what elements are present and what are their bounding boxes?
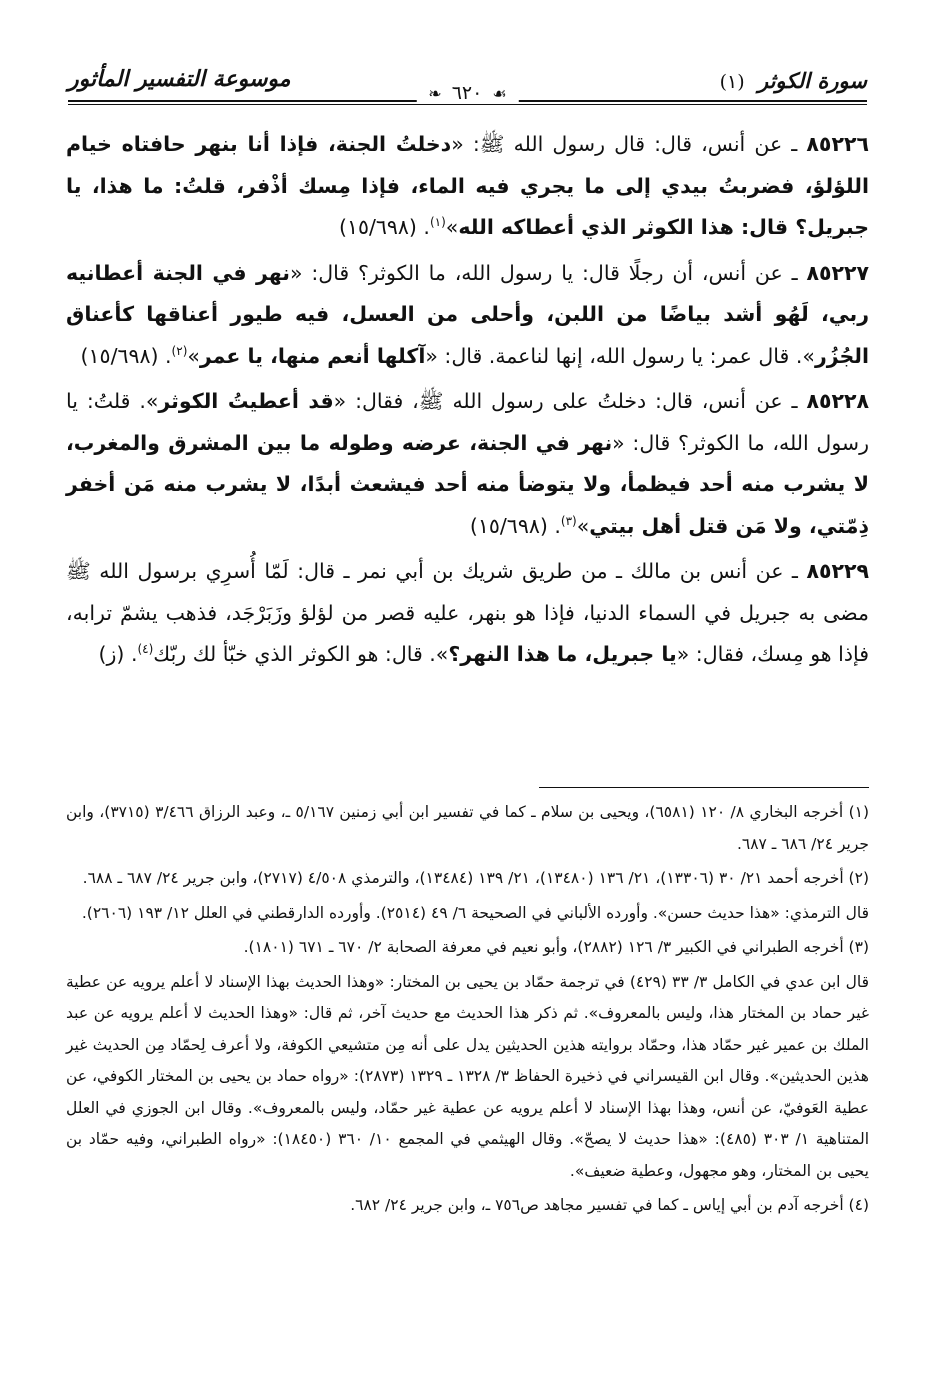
hadith-text: ـ عن أنس، قال: قال رسول الله ﷺ: « [451,132,798,156]
page-number: ٦٢٠ [451,82,483,104]
hadith-quote: يا جبريل، ما هذا النهر؟ [448,642,677,666]
header-rule-thin [68,104,867,105]
hadith-text: ـ عن أنس، قال: دخلتُ على رسول الله ﷺ، فقال: « [333,389,798,413]
page-header [68,62,867,106]
hadith-entry [66,253,869,378]
hadith-reference: . (ز) [98,642,138,666]
surah-number: (١) [719,71,745,93]
hadith-text: ـ عن أنس بن مالك ـ من طريق شريك بن أبي نمر ـ قال: لَمّا أُسرِي برسول الله ﷺ مضى به جبريل في السماء الدنيا، فإذا هو بنهر، عليه قصر من لؤلؤ وزَبَرْجَد، فذهب يشمّ ترابه، فإذا هو مِسك، فقال: « [66,559,869,666]
hadith-reference: . (١٥/٦٩٨) [80,343,172,368]
footnote-ref[interactable]: (٤) [137,642,154,657]
hadith-reference: . (١٥/٦٩٨) [469,513,561,538]
hadith-number: ٨٥٢٢٩ [806,559,869,583]
footnote-comment: قال الترمذي: «هذا حديث حسن». وأورده الألباني في الصحيحة ٦/ ٤٩ (٢٥١٤). وأورده الدارقطني في العلل ١٢/ ١٩٣ (٢٦٠٦). [81,903,869,922]
footnote-ref[interactable]: (١) [429,215,446,230]
ornament-left-icon: ❧ [428,84,442,103]
hadith-reference: . (١٥/٦٩٨) [338,215,430,239]
hadith-quote: نهر في الجنة، عرضه وطوله ما بين المشرق والمغرب، لا يشرب منه أحد فيظمأ، ولا يتوضأ منه أحد فيشعث أبدًا، لا يشرب منه مَن أخفر ذِمّتي، ولا مَن قتل أهل بيتي [66,430,869,538]
hadith-quote: نهر في الجنة أعطانيه ربي، لَهُو أشد بياضًا من اللبن، وأحلى من العسل، فيه طيور أعناقها كأعناق الجُزُر [66,260,869,368]
hadith-text: » [445,215,459,239]
main-text [66,124,869,680]
hadith-text: » [187,343,200,368]
hadith-number: ٨٥٢٢٧ [806,260,869,285]
surah-title [720,68,867,93]
hadith-quote: قد أعطيتُ الكوثر [158,389,334,413]
footnote-separator [539,787,869,788]
hadith-text: ». قلتُ: يا رسول الله، ما الكوثر؟ قال: « [66,389,869,455]
page-number-block [416,82,518,104]
hadith-entry [66,124,869,249]
hadith-entry [66,381,869,547]
footnote-ref[interactable]: (٣) [560,513,577,528]
hadith-quote: آكلها أنعم منها، يا عمر [199,343,426,368]
footnote: (١) أخرجه البخاري ٨/ ١٢٠ (٦٥٨١)، ويحيى بن سلام ـ كما في تفسير ابن أبي زمنين ٥/١٦٧ ـ، وعبد الرزاق ٣/٤٦٦ (٣٧١٥)، وابن جرير ٢٤/ ٦٨٦ ـ ٦٨٧. [66,803,870,853]
ornament-right-icon: ☙ [492,84,507,103]
footnote-comment: قال ابن عدي في الكامل ٣/ ٣٣ (٤٢٩) في ترجمة حمّاد بن يحيى بن المختار: «وهذا الحديث بهذا الإسناد لا أعلم يرويه عن عطية غير حماد بن المختار هذا، وليس بالمعروف». ثم ذكر هذا الحديث مع حديث آخر، ثم قال: «وهذا الحديث لا أعلم يرويه عن عبد الملك بن عمير غير حمّاد هذا، وحمّاد بروايته هذين الحديثين يدل على أنه مِن متشيعي الكوفة، ولا أعرف لِحمّاد مِن الحديث غير هذين الحديثين». وقال ابن القيسراني في ذخيرة الحفاظ ٣/ ١٣٢٨ ـ ١٣٢٩ (٢٨٧٣): «رواه حماد بن يحيى بن المختار الكوفي، عن عطية العَوفيّ، عن أنس، وهذا بهذا الإسناد لا أعلم يرويه عن عطية غير حمّاد، وليس بالمعروف». وقال ابن الجوزي في العلل المتناهية ١/ ٣٠٣ (٤٨٥): «هذا حديث لا يصحّ». وقال الهيثمي في المجمع ١٠/ ٣٦٠ (١٨٤٥٠): «رواه الطبراني، وفيه حمّاد بن يحيى بن المختار، وهو مجهول، وعطية ضعيف». [66,972,870,1180]
hadith-entry [66,551,869,676]
hadith-text: ». قال: هو الكوثر الذي خبّأ لك ربّك [153,642,449,666]
hadith-number: ٨٥٢٢٨ [806,389,869,413]
hadith-text: ». قال عمر: يا رسول الله، إنها لناعمة. قال: « [425,343,815,368]
hadith-quote: دخلتُ الجنة، فإذا أنا بنهر حافتاه خيام اللؤلؤ، فضربتُ بيدي إلى ما يجري فيه الماء، فإذا مِسك أذْفر، قلتُ: ما هذا، يا جبريل؟ قال: هذا الكوثر الذي أعطاكه الله [66,132,869,239]
book-title: موسوعة التفسير المأثور [68,66,291,92]
hadith-number: ٨٥٢٢٦ [806,132,869,156]
footnote: (٢) أخرجه أحمد ٢١/ ٣٠ (١٣٣٠٦)، ٢١/ ١٣٦ (١٣٤٨٠)، ٢١/ ١٣٩ (١٣٤٨٤)، والترمذي ٤/٥٠٨ (٢٧١٧)، وابن جرير ٢٤/ ٦٨٧ ـ ٦٨٨. [82,869,869,887]
hadith-text: » [576,513,590,538]
footnote-ref[interactable]: (٢) [171,343,188,358]
footnote: (٣) أخرجه الطبراني في الكبير ٣/ ١٢٦ (٢٨٨٢)، وأبو نعيم في معرفة الصحابة ٢/ ٦٧٠ ـ ٦٧١ (١٨٠١). [243,938,869,956]
footnotes [66,797,869,1225]
hadith-text: ـ عن أنس، أن رجلًا قال: يا رسول الله، ما الكوثر؟ قال: « [290,260,798,285]
footnote: (٤) أخرجه آدم بن أبي إياس ـ كما في تفسير مجاهد ص٧٥٦ ـ، وابن جرير ٢٤/ ٦٨٢. [350,1196,869,1214]
surah-name: سورة الكوثر [757,68,867,93]
